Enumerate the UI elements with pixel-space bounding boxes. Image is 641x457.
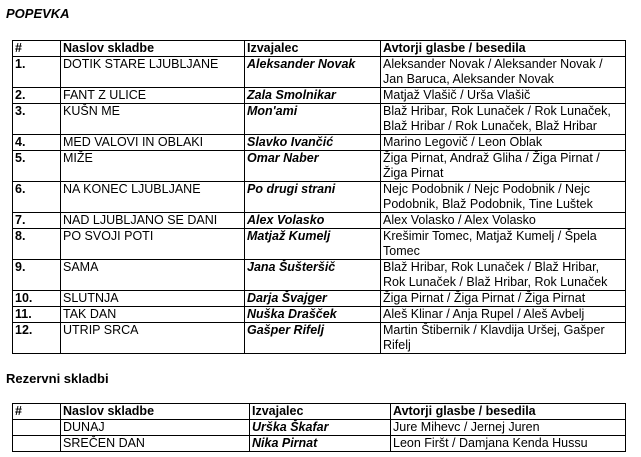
song-authors: Marino Legovič / Leon Oblak	[381, 135, 626, 151]
song-artist: Aleksander Novak	[245, 57, 381, 88]
row-number	[13, 436, 61, 452]
song-authors: Krešimir Tomec, Matjaž Kumelj / Špela Tomec	[381, 229, 626, 260]
table-row	[13, 291, 626, 307]
song-authors: Matjaž Vlašič / Urša Vlašič	[381, 88, 626, 104]
song-authors: Aleš Klinar / Anja Rupel / Aleš Avbelj	[381, 307, 626, 323]
table-row	[13, 436, 626, 452]
table-header-row	[13, 404, 626, 420]
song-artist: Alex Volasko	[245, 213, 381, 229]
song-authors: Žiga Pirnat, Andraž Gliha / Žiga Pirnat / Žiga Pirnat	[381, 151, 626, 182]
header-number: #	[13, 41, 61, 57]
row-number: 1.	[13, 57, 61, 88]
row-number: 10.	[13, 291, 61, 307]
song-title: TAK DAN	[61, 307, 245, 323]
song-authors: Leon Firšt / Damjana Kenda Hussu	[391, 436, 626, 452]
row-number: 9.	[13, 260, 61, 291]
header-title: Naslov skladbe	[61, 404, 250, 420]
song-title: NAD LJUBLJANO SE DANI	[61, 213, 245, 229]
song-artist: Zala Smolnikar	[245, 88, 381, 104]
song-authors: Žiga Pirnat / Žiga Pirnat / Žiga Pirnat	[381, 291, 626, 307]
song-authors: Alex Volasko / Alex Volasko	[381, 213, 626, 229]
table-header-row	[13, 41, 626, 57]
song-title: UTRIP SRCA	[61, 323, 245, 354]
song-artist: Jana Šušteršič	[245, 260, 381, 291]
table-row	[13, 182, 626, 213]
row-number	[13, 420, 61, 436]
song-artist: Mon'ami	[245, 104, 381, 135]
song-authors: Martin Štibernik / Klavdija Uršej, Gašper Rifelj	[381, 323, 626, 354]
table-row	[13, 323, 626, 354]
song-artist: Slavko Ivančić	[245, 135, 381, 151]
table-row	[13, 135, 626, 151]
song-artist: Nuška Drašček	[245, 307, 381, 323]
song-title: SAMA	[61, 260, 245, 291]
song-artist: Gašper Rifelj	[245, 323, 381, 354]
song-title: SREČEN DAN	[61, 436, 250, 452]
song-authors: Blaž Hribar, Rok Lunaček / Blaž Hribar, Rok Lunaček / Blaž Hribar, Rok Lunaček	[381, 260, 626, 291]
song-title: SLUTNJA	[61, 291, 245, 307]
row-number: 4.	[13, 135, 61, 151]
header-artist: Izvajalec	[245, 41, 381, 57]
song-authors: Blaž Hribar, Rok Lunaček / Rok Lunaček, Blaž Hribar / Rok Lunaček, Blaž Hribar	[381, 104, 626, 135]
table-row	[13, 260, 626, 291]
reserve-section-title: Rezervni skladbi	[6, 371, 109, 386]
song-artist: Po drugi strani	[245, 182, 381, 213]
header-authors: Avtorji glasbe / besedila	[381, 41, 626, 57]
song-title: MIŽE	[61, 151, 245, 182]
header-artist: Izvajalec	[250, 404, 391, 420]
row-number: 2.	[13, 88, 61, 104]
table-row	[13, 151, 626, 182]
row-number: 8.	[13, 229, 61, 260]
song-title: FANT Z ULICE	[61, 88, 245, 104]
song-authors: Aleksander Novak / Aleksander Novak / Jan Baruca, Aleksander Novak	[381, 57, 626, 88]
header-authors: Avtorji glasbe / besedila	[391, 404, 626, 420]
table-row	[13, 307, 626, 323]
table-row	[13, 213, 626, 229]
song-artist: Omar Naber	[245, 151, 381, 182]
table-row	[13, 57, 626, 88]
songs-table	[12, 40, 626, 354]
header-title: Naslov skladbe	[61, 41, 245, 57]
table-row	[13, 420, 626, 436]
song-title: DUNAJ	[61, 420, 250, 436]
song-title: NA KONEC LJUBLJANE	[61, 182, 245, 213]
song-title: MED VALOVI IN OBLAKI	[61, 135, 245, 151]
reserve-songs-table	[12, 403, 626, 452]
song-title: PO SVOJI POTI	[61, 229, 245, 260]
song-artist: Matjaž Kumelj	[245, 229, 381, 260]
song-title: KUŠN ME	[61, 104, 245, 135]
row-number: 7.	[13, 213, 61, 229]
song-authors: Jure Mihevc / Jernej Juren	[391, 420, 626, 436]
song-authors: Nejc Podobnik / Nejc Podobnik / Nejc Podobnik, Blaž Podobnik, Tine Luštek	[381, 182, 626, 213]
song-artist: Urška Škafar	[250, 420, 391, 436]
song-title: DOTIK STARE LJUBLJANE	[61, 57, 245, 88]
song-artist: Darja Švajger	[245, 291, 381, 307]
row-number: 6.	[13, 182, 61, 213]
song-artist: Nika Pirnat	[250, 436, 391, 452]
page-title: POPEVKA	[6, 6, 70, 21]
header-number: #	[13, 404, 61, 420]
row-number: 12.	[13, 323, 61, 354]
table-row	[13, 229, 626, 260]
row-number: 5.	[13, 151, 61, 182]
table-row	[13, 88, 626, 104]
row-number: 11.	[13, 307, 61, 323]
row-number: 3.	[13, 104, 61, 135]
table-row	[13, 104, 626, 135]
